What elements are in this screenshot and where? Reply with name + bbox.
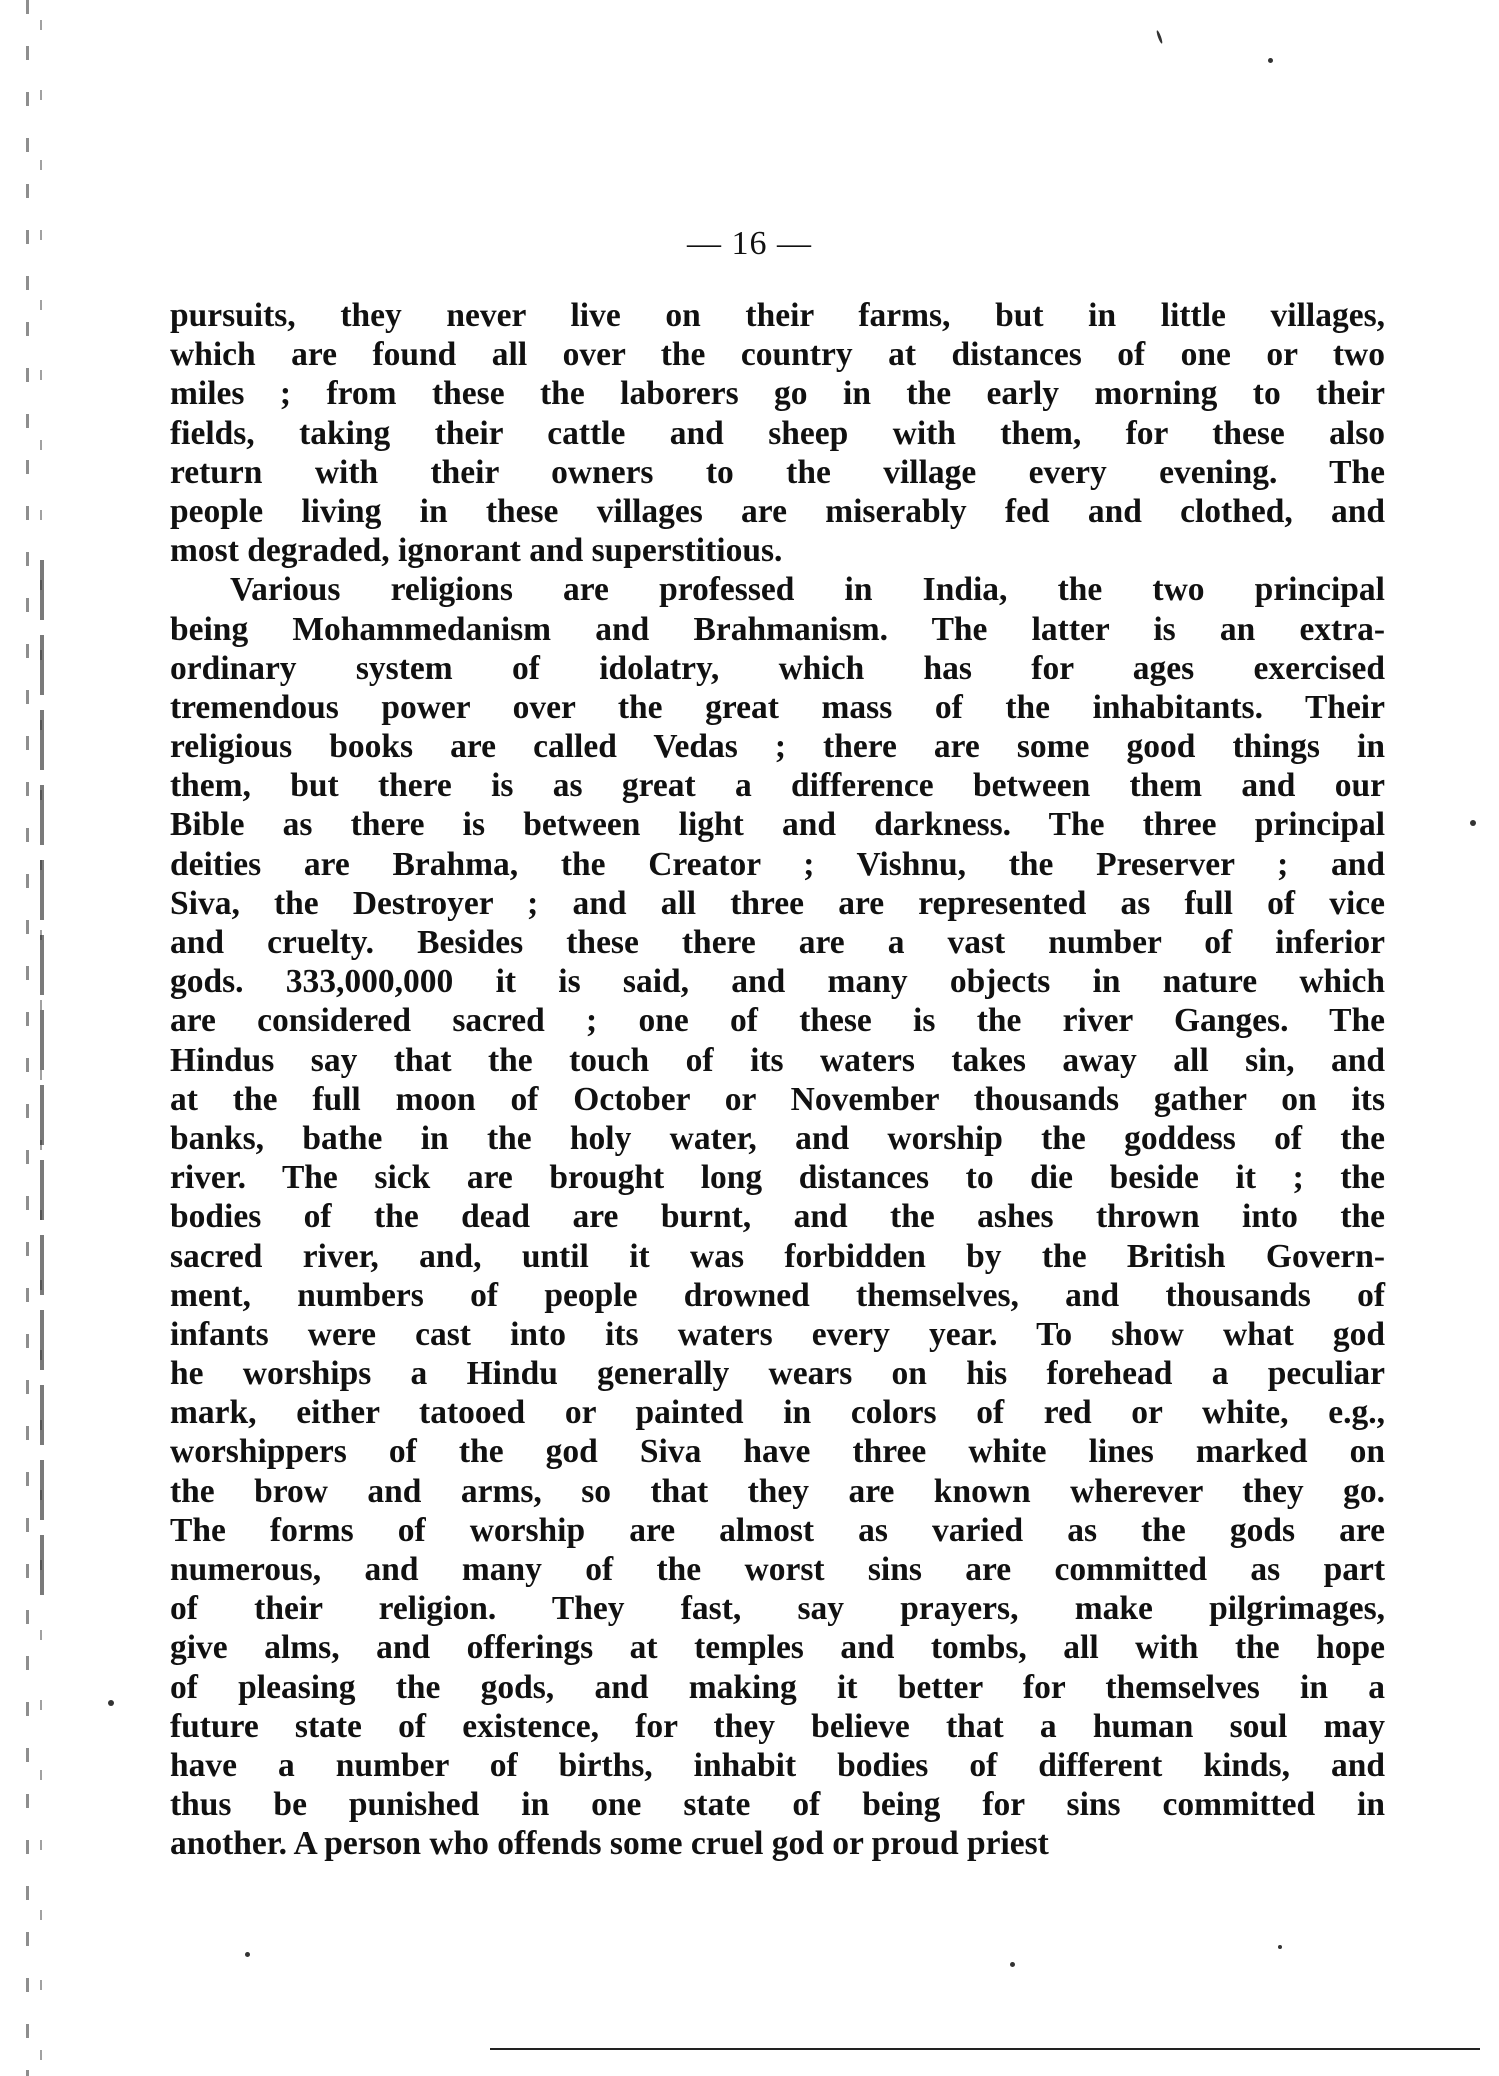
text-line: mark, either tatooed or painted in colors of red or white, e.g., <box>170 1394 1385 1432</box>
text-line: Various religions are professed in India, the two principal <box>230 571 1385 609</box>
text-line: of pleasing the gods, and making it better for themselves in a <box>170 1668 1385 1706</box>
text-line: numerous, and many of the worst sins are committed as part <box>170 1551 1385 1588</box>
text-line: the brow and arms, so that they are known wherever they go. <box>170 1472 1385 1510</box>
text-line: river. The sick are brought long distances to die beside it ; the <box>170 1159 1385 1197</box>
binding-edge-noise <box>22 0 52 2076</box>
text-line: another. A person who offends some cruel god or proud priest <box>170 1825 1049 1863</box>
text-line: future state of existence, for they believe that a human soul may <box>170 1707 1385 1745</box>
text-line: Siva, the Destroyer ; and all three are represented as full of vice <box>170 884 1385 922</box>
text-line: people living in these villages are miserably fed and clothed, and <box>170 492 1385 530</box>
text-line: religious books are called Vedas ; there are some good things in <box>170 728 1385 766</box>
body-text <box>170 296 1385 1864</box>
text-line: ordinary system of idolatry, which has for ages exercised <box>170 649 1385 687</box>
scan-speck <box>1470 820 1476 826</box>
text-line: deities are Brahma, the Creator ; Vishnu, the Preserver ; and <box>170 845 1385 883</box>
text-line: of their religion. They fast, say prayers, make pilgrimages, <box>170 1590 1385 1628</box>
text-line: The forms of worship are almost as varied as the gods are <box>170 1511 1385 1549</box>
text-line: at the full moon of October or November thousands gather on its <box>170 1080 1385 1118</box>
text-line: tremendous power over the great mass of the inhabitants. Their <box>170 688 1385 726</box>
text-line: which are found all over the country at distances of one or two <box>170 336 1385 374</box>
text-line: gods. 333,000,000 it is said, and many objects in nature which <box>170 963 1385 1001</box>
scan-speck <box>1156 30 1164 44</box>
text-line: give alms, and offerings at temples and tombs, all with the hope <box>170 1629 1385 1667</box>
scan-speck <box>108 1700 114 1706</box>
text-line: being Mohammedanism and Brahmanism. The latter is an extra- <box>170 610 1385 648</box>
text-line: pursuits, they never live on their farms, but in little villages, <box>170 297 1385 334</box>
text-line: have a number of births, inhabit bodies of different kinds, and <box>170 1746 1385 1784</box>
text-line: them, but there is as great a difference between them and our <box>170 767 1385 805</box>
scan-speck <box>1268 58 1273 63</box>
text-line: he worships a Hindu generally wears on his forehead a peculiar <box>170 1355 1385 1393</box>
text-line: bodies of the dead are burnt, and the ashes thrown into the <box>170 1198 1385 1236</box>
text-line: fields, taking their cattle and sheep with them, for these also <box>170 414 1385 452</box>
text-line: Hindus say that the touch of its waters takes away all sin, and <box>170 1041 1385 1079</box>
text-line: thus be punished in one state of being for sins committed in <box>170 1786 1385 1824</box>
text-line: infants were cast into its waters every year. To show what god <box>170 1315 1385 1353</box>
text-line: sacred river, and, until it was forbidden by the British Govern- <box>170 1237 1385 1275</box>
text-line: return with their owners to the village every evening. The <box>170 453 1385 491</box>
text-line: Bible as there is between light and darkness. The three principal <box>170 806 1385 844</box>
scan-speck <box>245 1952 250 1957</box>
binding-edge-shadow <box>40 560 44 1610</box>
scan-speck <box>1278 1945 1282 1949</box>
text-line: miles ; from these the laborers go in the early morning to their <box>170 375 1385 413</box>
text-line: most degraded, ignorant and superstitious. <box>170 532 783 570</box>
text-line: ment, numbers of people drowned themselves, and thousands of <box>170 1276 1385 1314</box>
text-line: and cruelty. Besides these there are a vast number of inferior <box>170 924 1385 961</box>
bottom-rule <box>490 2048 1480 2050</box>
text-line: worshippers of the god Siva have three white lines marked on <box>170 1433 1385 1471</box>
text-line: are considered sacred ; one of these is the river Ganges. The <box>170 1002 1385 1040</box>
page-number: — 16 — <box>687 225 812 262</box>
text-line: banks, bathe in the holy water, and worship the goddess of the <box>170 1119 1385 1157</box>
scan-speck <box>1010 1962 1015 1967</box>
